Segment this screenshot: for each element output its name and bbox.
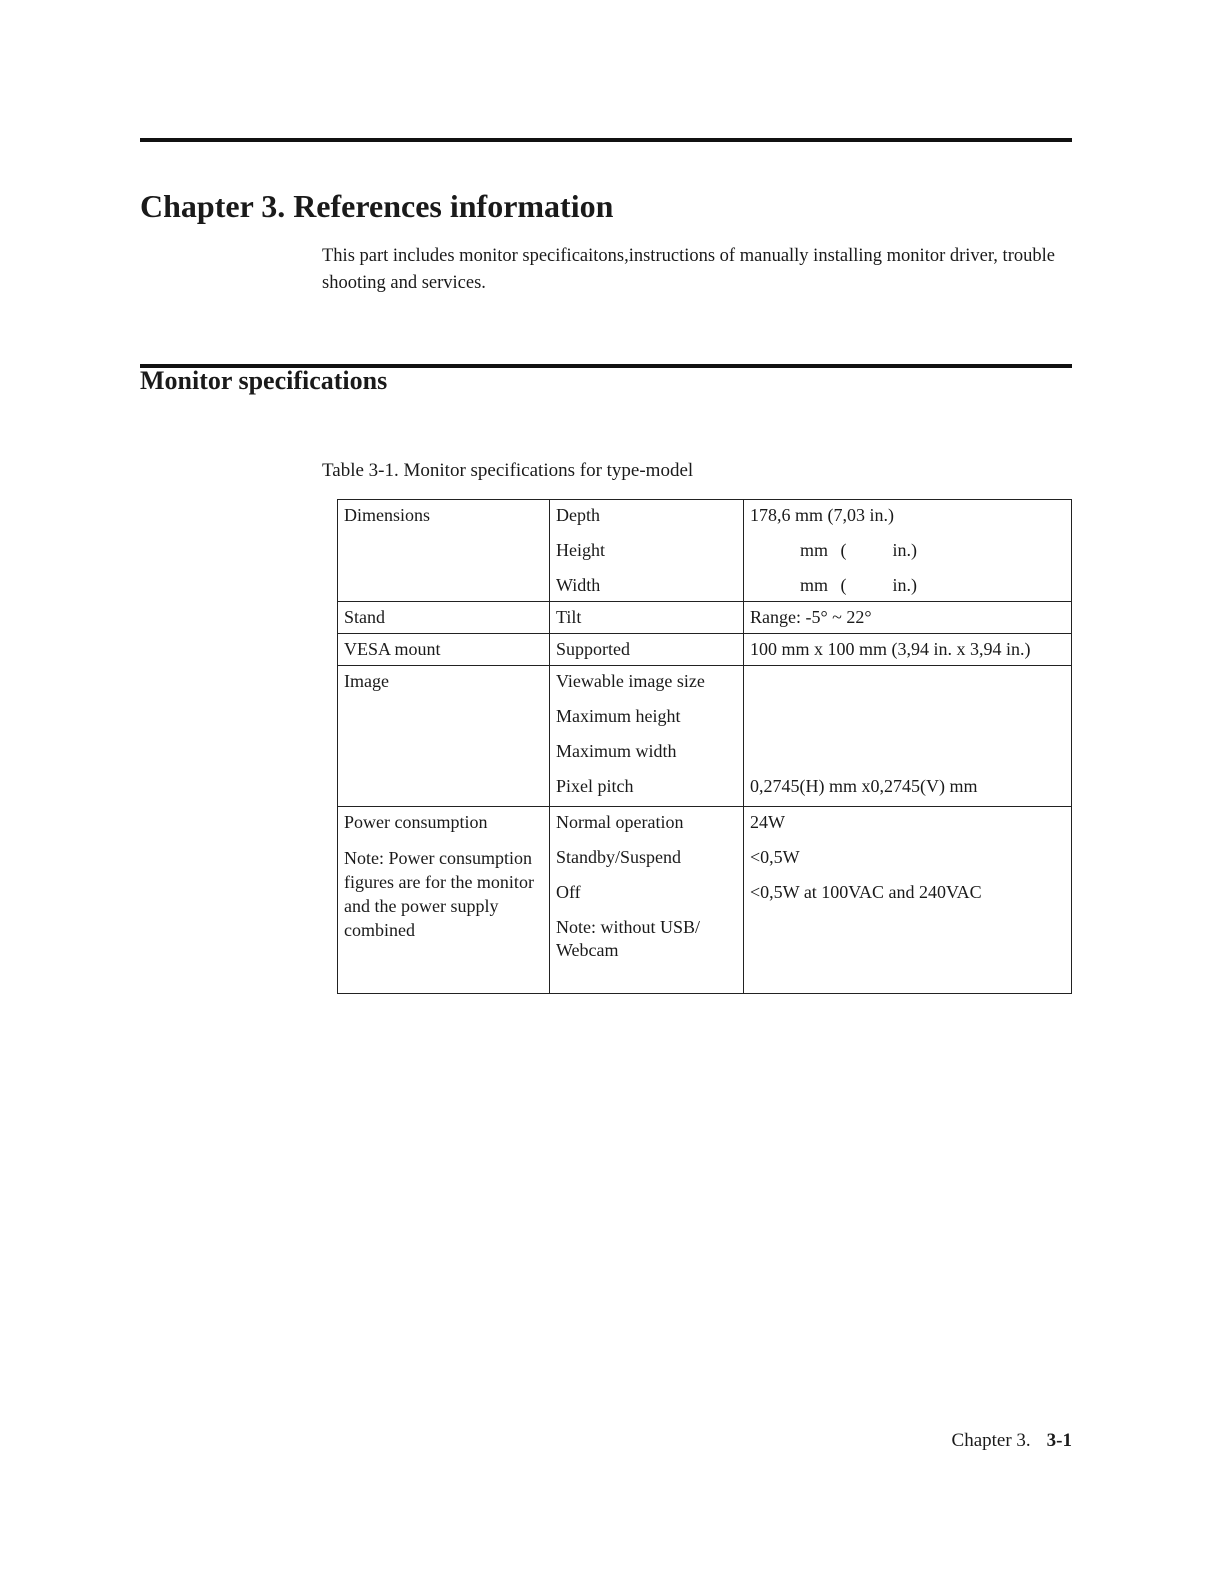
depth-label: Depth — [556, 505, 600, 525]
table-row-dimensions — [338, 500, 1072, 602]
height-mm-unit: mm — [800, 540, 829, 560]
width-paren: ( — [840, 575, 847, 595]
image-items-cell — [550, 666, 744, 807]
max-height-value — [750, 705, 1065, 740]
width-mm-unit: mm — [800, 575, 829, 595]
viewable-size-label: Viewable image size — [556, 671, 705, 691]
page-number: 3-1 — [1046, 1430, 1072, 1451]
tilt-value: Range: -5° ~ 22° — [744, 602, 1072, 634]
usb-webcam-note: Note: without USB/ Webcam — [556, 917, 701, 960]
dimensions-label-cell — [338, 500, 550, 602]
power-items-cell — [550, 807, 744, 994]
stand-label: Stand — [338, 602, 550, 634]
max-width-value — [750, 740, 1065, 775]
height-paren: ( — [840, 540, 847, 560]
normal-operation-label: Normal operation — [556, 812, 684, 832]
height-label: Height — [556, 540, 605, 560]
normal-operation-value: 24W — [750, 812, 785, 832]
vesa-value: 100 mm x 100 mm (3,94 in. x 3,94 in.) — [744, 634, 1072, 666]
table-row-vesa — [338, 634, 1072, 666]
power-label: Power consumption — [344, 812, 488, 832]
vesa-supported-label: Supported — [550, 634, 744, 666]
pixel-pitch-value: 0,2745(H) mm x0,2745(V) mm — [750, 776, 978, 796]
table-caption: Table 3-1. Monitor specifications for type-model — [322, 460, 694, 481]
pixel-pitch-label: Pixel pitch — [556, 776, 634, 796]
viewable-size-value — [750, 670, 1065, 705]
image-label-cell — [338, 666, 550, 807]
chapter-title: Chapter 3. References information — [140, 188, 614, 224]
table-row-stand — [338, 602, 1072, 634]
max-width-label: Maximum width — [556, 741, 677, 761]
table-row-power — [338, 807, 1072, 994]
dimensions-label: Dimensions — [344, 505, 431, 525]
off-label: Off — [556, 882, 581, 902]
monitor-spec-table — [337, 499, 1072, 994]
top-rule — [140, 138, 1072, 142]
height-in-unit: in.) — [892, 540, 918, 560]
width-in-unit: in.) — [892, 575, 918, 595]
depth-value: 178,6 mm (7,03 in.) — [750, 505, 894, 525]
dimensions-values-cell — [744, 500, 1072, 602]
footer-chapter-label: Chapter 3. — [951, 1430, 1031, 1451]
power-values-cell — [744, 807, 1072, 994]
standby-value: <0,5W — [750, 847, 800, 867]
tilt-label: Tilt — [550, 602, 744, 634]
height-value — [750, 539, 1065, 574]
width-label: Width — [556, 575, 601, 595]
width-value — [750, 574, 1065, 597]
power-note: Note: Power consumption figures are for the monitor and the power supply combined — [344, 848, 534, 940]
off-value: <0,5W at 100VAC and 240VAC — [750, 882, 982, 902]
max-height-label: Maximum height — [556, 706, 681, 726]
section-title: Monitor specifications — [140, 366, 388, 395]
power-label-cell — [338, 807, 550, 994]
image-values-cell — [744, 666, 1072, 807]
table-row-image — [338, 666, 1072, 807]
vesa-label: VESA mount — [338, 634, 550, 666]
dimensions-items-cell — [550, 500, 744, 602]
image-label: Image — [344, 671, 389, 691]
page-footer — [952, 1428, 1072, 1454]
chapter-intro: This part includes monitor specificaitons,instructions of manually installing monitor driver, trouble shooting and services. — [322, 246, 1055, 293]
standby-label: Standby/Suspend — [556, 847, 682, 867]
